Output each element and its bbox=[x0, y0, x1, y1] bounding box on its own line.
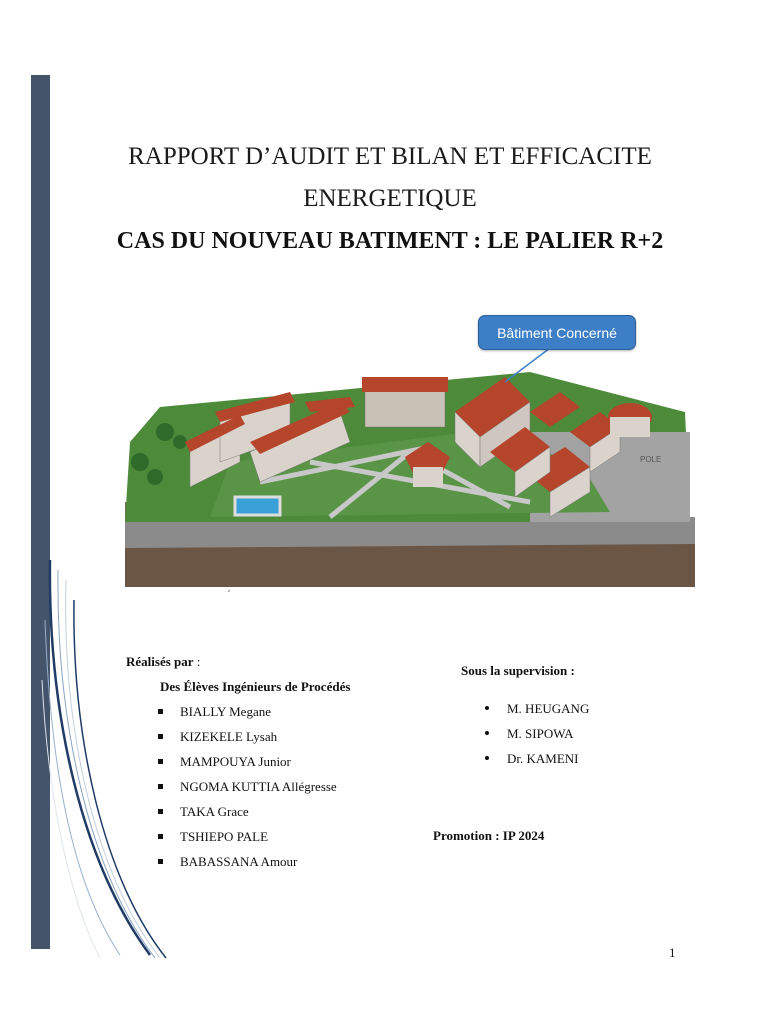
report-title-line1: RAPPORT D’AUDIT ET BILAN ET EFFICACITE bbox=[128, 143, 652, 170]
supervisor-name: M. HEUGANG bbox=[507, 701, 590, 716]
campus-3d-render bbox=[110, 312, 695, 592]
supervisor-name: Dr. KAMENI bbox=[507, 751, 579, 766]
square-bullet-icon bbox=[158, 834, 163, 839]
square-bullet-icon bbox=[158, 734, 163, 739]
promotion-label: Promotion : IP 2024 bbox=[433, 828, 545, 843]
authors-label bbox=[126, 654, 200, 670]
supervisors-list bbox=[507, 696, 589, 771]
authors-label-colon: : bbox=[193, 654, 201, 669]
list-item bbox=[180, 824, 337, 849]
supervision-heading: Sous la supervision : bbox=[461, 663, 575, 678]
list-item bbox=[180, 774, 337, 799]
report-subtitle: CAS DU NOUVEAU BATIMENT : LE PALIER R+2 bbox=[116, 228, 664, 254]
bullet-icon bbox=[485, 756, 489, 760]
author-name: BIALLY Megane bbox=[180, 704, 271, 719]
list-item bbox=[507, 721, 589, 746]
page-number: 1 bbox=[669, 945, 676, 960]
road-marking-text: POLE bbox=[640, 455, 662, 464]
report-title-line2: ENERGETIQUE bbox=[303, 185, 477, 212]
author-name: BABASSANA Amour bbox=[180, 854, 298, 869]
square-bullet-icon bbox=[158, 709, 163, 714]
square-bullet-icon bbox=[158, 859, 163, 864]
list-item bbox=[180, 849, 337, 874]
square-bullet-icon bbox=[158, 784, 163, 789]
author-name: TAKA Grace bbox=[180, 804, 249, 819]
list-item bbox=[507, 746, 589, 771]
bullet-icon bbox=[485, 731, 489, 735]
list-item bbox=[180, 699, 337, 724]
authors-list bbox=[180, 699, 337, 874]
authors-label-bold: Réalisés par bbox=[126, 654, 194, 669]
author-name: KIZEKELE Lysah bbox=[180, 729, 278, 744]
list-item bbox=[507, 696, 589, 721]
author-name: NGOMA KUTTIA Allégresse bbox=[180, 779, 337, 794]
square-bullet-icon bbox=[158, 809, 163, 814]
authors-group-heading: Des Élèves Ingénieurs de Procédés bbox=[160, 679, 351, 694]
bullet-icon bbox=[485, 706, 489, 710]
square-bullet-icon bbox=[158, 759, 163, 764]
list-item bbox=[180, 724, 337, 749]
callout-target-building: Bâtiment Concerné bbox=[478, 315, 636, 350]
author-name: TSHIEPO PALE bbox=[180, 829, 269, 844]
supervisor-name: M. SIPOWA bbox=[507, 726, 574, 741]
decorative-swoosh-lines bbox=[40, 560, 170, 960]
list-item bbox=[180, 799, 337, 824]
author-name: MAMPOUYA Junior bbox=[180, 754, 291, 769]
list-item bbox=[180, 749, 337, 774]
